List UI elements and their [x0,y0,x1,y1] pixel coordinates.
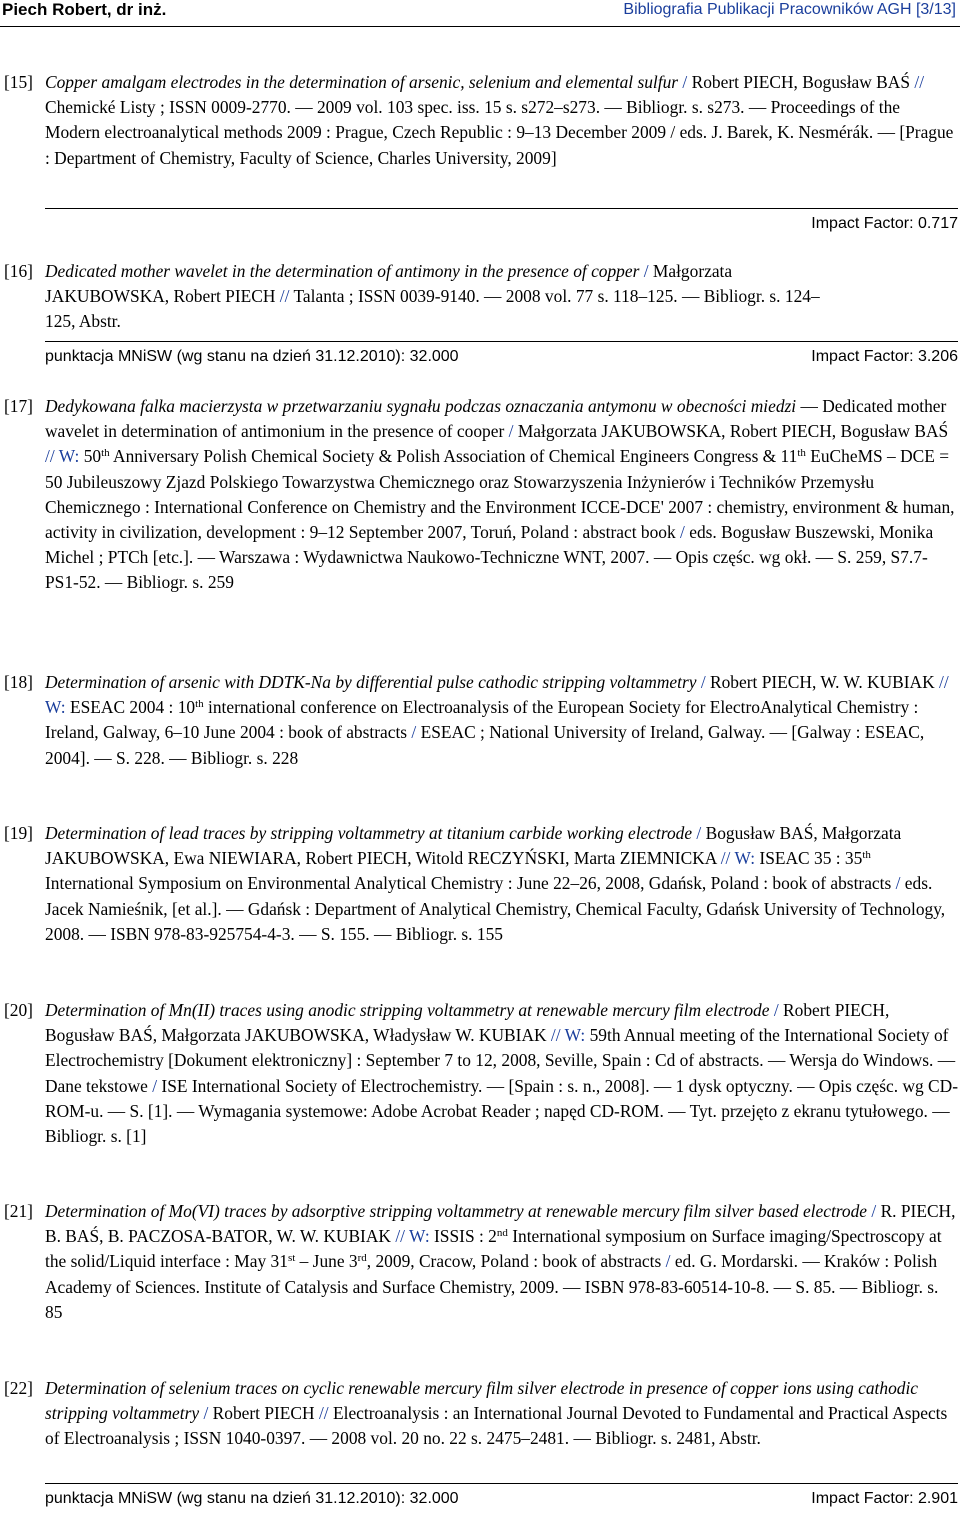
entry-body: Copper amalgam electrodes in the determination of arsenic, selenium and elemental sulfur / Robert PIECH, Bogusław BAŚ // Chemické Listy ; ISSN 0009-2770. — 2009 vol. 103 spec. iss. 15 s. s272–s273. — Bibliogr. s. s273. — Proceedings of the Modern electroanalytical methods 2009 : Prague, Czech Republic : 9–13 December 2009 / eds. J. Barek, K. Nesmérák. — [Prague : Department of Chemistry, Faculty of Science, Charles University, 2009] [45,72,954,168]
entry-editors: eds. Jacek Namieśnik, [et al.]. — Gdańsk : Department of Analytical Chemistry, Chemical Faculty, Gdańsk University of Technology, 2008. — ISBN 978-83-925754-4-3. — S. 155. — Bibliogr. s. 155 [45,873,946,944]
in-label: W: [58,446,80,467]
entry-number: [19] [4,823,33,843]
entry-authors: Małgorzata JAKUBOWSKA, Robert PIECH [45,261,733,307]
entry-editors: eds. Bogusław Buszewski, Monika Michel ; PTCh [etc.]. — Warszawa : Wydawnictwa Naukowo-Techniczne WNT, 2007. — Opis częśc. wg okł. — S. 259, S7.7-PS1-52. — Bibliogr. s. 259 [45,522,934,593]
bibliography-entry-21 [0,1199,958,1325]
ordinal-suffix: th [101,447,110,460]
entry-number: [18] [4,672,33,692]
entry-metrics-15 [45,208,958,235]
entry-metrics-22 [45,1483,958,1510]
entry-number: [21] [4,1201,33,1221]
entry-title: Determination of selenium traces on cyclic renewable mercury film silver electrode in presence of copper ions using cathodic stripping voltammetry [45,1378,919,1424]
entry-editors: ed. G. Mordarski. — Kraków : Polish Academy of Sciences. Institute of Catalysis and Surface Chemistry, 2009. — ISBN 978-83-60514-10-8. — S. 85. — Bibliogr. s. 85 [45,1251,939,1322]
punktacja-score: punktacja MNiSW (wg stanu na dzień 31.12.2010): 32.000 [45,1490,459,1507]
conference-part-a: 59th Annual meeting of the International Society of Electrochemistry [Dokument elektroniczny] : September 7 to 12, 2008, Seville, Spain : Cd of abstracts. — Wersja do Windows. — Dane tekstowe [45,1025,956,1096]
bibliography-entry-20 [0,998,958,1149]
bibliography-entry-18 [0,670,958,771]
impact-factor: Impact Factor: 0.717 [811,215,958,232]
entry-title: Dedicated mother wavelet in the determination of antimony in the presence of copper [45,261,640,281]
entry-authors: Robert PIECH [212,1403,315,1424]
entry-alt-title: — Dedicated mother wavelet in determination of antimonium in the presence of cooper [45,396,947,442]
conference-part-b: International Symposium on Environmental Analytical Chemistry : June 22–26, 2008, Gdańsk, Poland : book of abstracts [45,873,892,894]
in-label: W: [409,1226,430,1247]
entry-body: Determination of arsenic with DDTK-Na by differential pulse cathodic stripping voltammetry / Robert PIECH, W. W. KUBIAK // W: ESEAC 2004 : 10th international conference on Electroanalysis of the European Society for ElectroAnalytical Chemistry : Ireland, Galway, 6–10 June 2004 : book of abstracts / ESEAC ; National University of Ireland, Galway. — [Galway : ESEAC, 2004]. — S. 228. — Bibliogr. s. 228 [45,672,949,768]
entry-title: Determination of Mn(II) traces using anodic stripping voltammetry at renewable mercury film electrode [45,1000,770,1020]
author-name: Piech Robert, dr inż. [2,0,167,19]
entry-authors: Robert PIECH, Bogusław BAŚ, Małgorzata JAKUBOWSKA, Władysław W. KUBIAK [45,1000,890,1046]
conference-part-a: 50 [83,446,102,467]
entry-title: Copper amalgam electrodes in the determination of arsenic, selenium and elemental sulfur [45,72,679,92]
header-rule [0,26,960,27]
bibliography-title[interactable]: Bibliografia Publikacji Pracowników AGH [3/13] [623,1,956,18]
ordinal-suffix: th [195,698,204,711]
entry-title: Determination of Mo(VI) traces by adsorptive stripping voltammetry at renewable mercury film silver based electrode [45,1201,868,1221]
conference-part-c: – June 3 [299,1251,358,1272]
ordinal-suffix: th [797,447,806,460]
conference-part-b: Anniversary Polish Chemical Society & Polish Association of Chemical Engineers Congress & 11 [113,446,798,467]
entry-number: [22] [4,1378,33,1398]
impact-factor: Impact Factor: 2.901 [811,1490,958,1507]
entry-editors: ISE International Society of Electrochemistry. — [Spain : s. n., 2008]. — 1 dysk optyczny. — Opis częśc. wg CD-ROM-u. — S. [1]. — Wymagania systemowe: Adobe Acrobat Reader ; napęd CD-ROM. — Tyt. przejęto z ekranu tytułowego. — Bibliogr. s. [1] [45,1075,959,1147]
entry-authors: Robert PIECH, Bogusław BAŚ [691,72,910,92]
entry-authors: Małgorzata JAKUBOWSKA, Robert PIECH, Bogusław BAŚ [517,421,949,442]
bibliography-entry-19 [0,821,958,947]
entry-title: Dedykowana falka macierzysta w przetwarzaniu sygnału podczas oznaczania antymonu w obecności miedzi [45,396,797,416]
ordinal-suffix: rd [357,1252,367,1265]
entry-number: [15] [4,72,33,92]
entry-editors: ESEAC ; National University of Ireland, Galway. — [Galway : ESEAC, 2004]. — S. 228. — Bibliogr. s. 228 [45,722,925,768]
bibliography-entry-22 [0,1376,958,1452]
entry-number: [20] [4,1000,33,1020]
conference-part-a: ESEAC 2004 : 10 [69,697,196,718]
punktacja-score: punktacja MNiSW (wg stanu na dzień 31.12.2010): 32.000 [45,348,459,365]
entry-authors: R. PIECH, B. BAŚ, B. PACZOSA-BATOR, W. W. KUBIAK [45,1201,956,1247]
conference-part-b: international conference on Electroanalysis of the European Society for ElectroAnalytical Chemistry : Ireland, Galway, 6–10 June 2004 : book of abstracts [45,697,919,743]
bibliography-entry-15 [0,70,958,171]
entry-number: [16] [4,261,33,281]
conference-part-c: EuCheMS – DCE = 50 Jubileuszowy Zjazd Polskiego Towarzystwa Chemicznego oraz Stowarzyszenia Inżynierów i Techników Przemysłu Chemicznego : International Conference on Chemistry and the Environment ICCE-DCE' 2007 : chemistry, environment & human, activity in civilization, development : 9–12 September 2007, Toruń, Poland : abstract book [45,446,955,543]
in-label: W: [564,1025,586,1046]
conference-part-a: ISEAC 35 : 35 [759,848,863,869]
conference-part-a: ISSIS : 2 [434,1226,497,1247]
entry-title: Determination of arsenic with DDTK-Na by differential pulse cathodic stripping voltammetry [45,672,697,692]
entry-body: Determination of selenium traces on cyclic renewable mercury film silver electrode in presence of copper ions using cathodic stripping voltammetry / Robert PIECH // Electroanalysis : an International Journal Devoted to Fundamental and Practical Aspects of Electroanalysis ; ISSN 1040-0397. — 2008 vol. 20 no. 22 s. 2475–2481. — Bibliogr. s. 2481, Abstr. [45,1378,948,1449]
in-label: W: [45,697,66,718]
entry-title: Determination of lead traces by stripping voltammetry at titanium carbide working electrode [45,823,693,843]
ordinal-suffix: th [862,849,871,862]
page-header [0,0,960,24]
entry-source: Talanta ; ISSN 0039-9140. — 2008 vol. 77 s. 118–125. — Bibliogr. s. 124–125, Abstr. [45,286,820,332]
entry-authors: Robert PIECH, W. W. KUBIAK [710,672,935,692]
ordinal-suffix: nd [496,1227,508,1240]
entry-source: Chemické Listy ; ISSN 0009-2770. — 2009 vol. 103 spec. iss. 15 s. s272–s273. — Bibliogr. s. s273. — Proceedings of the Modern electroanalytical methods 2009 : Prague, Czech Republic : 9–13 December 2009 / eds. J. Barek, K. Nesmérák. — [Prague : Department of Chemistry, Faculty of Science, Charles University, 2009] [45,97,954,168]
entry-body: Dedicated mother wavelet in the determination of antimony in the presence of copper / Małgorzata JAKUBOWSKA, Robert PIECH // Talanta ; ISSN 0039-9140. — 2008 vol. 77 s. 118–125. — Bibliogr. s. 124–125, Abstr. [45,261,820,332]
ordinal-suffix: st [287,1252,296,1265]
entry-body: Determination of lead traces by stripping voltammetry at titanium carbide working electrode / Bogusław BAŚ, Małgorzata JAKUBOWSKA, Ewa NIEWIARA, Robert PIECH, Witold RECZYŃSKI, Marta ZIEMNICKA // W: ISEAC 35 : 35th International Symposium on Environmental Analytical Chemistry : June 22–26, 2008, Gdańsk, Poland : book of abstracts / eds. Jacek Namieśnik, [et al.]. — Gdańsk : Department of Analytical Chemistry, Chemical Faculty, Gdańsk University of Technology, 2008. — ISBN 978-83-925754-4-3. — S. 155. — Bibliogr. s. 155 [45,823,946,944]
bibliography-entry-17 [0,394,958,596]
entry-authors: Bogusław BAŚ, Małgorzata JAKUBOWSKA, Ewa NIEWIARA, Robert PIECH, Witold RECZYŃSKI, Marta ZIEMNICKA [45,823,902,869]
entry-body: Dedykowana falka macierzysta w przetwarzaniu sygnału podczas oznaczania antymonu w obecności miedzi — Dedicated mother wavelet in determination of antimonium in the presence of cooper / Małgorzata JAKUBOWSKA, Robert PIECH, Bogusław BAŚ // W: 50th Anniversary Polish Chemical Society & Polish Association of Chemical Engineers Congress & 11th EuCheMS – DCE = 50 Jubileuszowy Zjazd Polskiego Towarzystwa Chemicznego oraz Stowarzyszenia Inżynierów i Techników Przemysłu Chemicznego : International Conference on Chemistry and the Environment ICCE-DCE' 2007 : chemistry, environment & human, activity in civilization, development : 9–12 September 2007, Toruń, Poland : abstract book / eds. Bogusław Buszewski, Monika Michel ; PTCh [etc.]. — Warszawa : Wydawnictwa Naukowo-Techniczne WNT, 2007. — Opis częśc. wg okł. — S. 259, S7.7-PS1-52. — Bibliogr. s. 259 [45,396,955,593]
entry-source: Electroanalysis : an International Journal Devoted to Fundamental and Practical Aspects of Electroanalysis ; ISSN 1040-0397. — 2008 vol. 20 no. 22 s. 2475–2481. — Bibliogr. s. 2481, Abstr. [45,1403,948,1449]
entry-number: [17] [4,396,33,416]
entry-body: Determination of Mn(II) traces using anodic stripping voltammetry at renewable mercury film electrode / Robert PIECH, Bogusław BAŚ, Małgorzata JAKUBOWSKA, Władysław W. KUBIAK // W: 59th Annual meeting of the International Society of Electrochemistry [Dokument elektroniczny] : September 7 to 12, 2008, Seville, Spain : Cd of abstracts. — Wersja do Windows. — Dane tekstowe / ISE International Society of Electrochemistry. — [Spain : s. n., 2008]. — 1 dysk optyczny. — Opis częśc. wg CD-ROM-u. — S. [1]. — Wymagania systemowe: Adobe Acrobat Reader ; napęd CD-ROM. — Tyt. przejęto z ekranu tytułowego. — Bibliogr. s. [1] [45,1000,959,1147]
conference-part-d: , 2009, Cracow, Poland : book of abstracts [366,1251,662,1272]
impact-factor: Impact Factor: 3.206 [811,348,958,365]
entry-metrics-16 [45,341,958,368]
in-label: W: [734,848,756,869]
entry-body: Determination of Mo(VI) traces by adsorptive stripping voltammetry at renewable mercury film silver based electrode / R. PIECH, B. BAŚ, B. PACZOSA-BATOR, W. W. KUBIAK // W: ISSIS : 2nd International symposium on Surface imaging/Spectroscopy at the solid/Liquid interface : May 31st – June 3rd, 2009, Cracow, Poland : book of abstracts / ed. G. Mordarski. — Kraków : Polish Academy of Sciences. Institute of Catalysis and Surface Chemistry, 2009. — ISBN 978-83-60514-10-8. — S. 85. — Bibliogr. s. 85 [45,1201,956,1322]
conference-part-b: International symposium on Surface imaging/Spectroscopy at the solid/Liquid interface : May 31 [45,1226,942,1272]
bibliography-entry-16 [0,259,958,335]
